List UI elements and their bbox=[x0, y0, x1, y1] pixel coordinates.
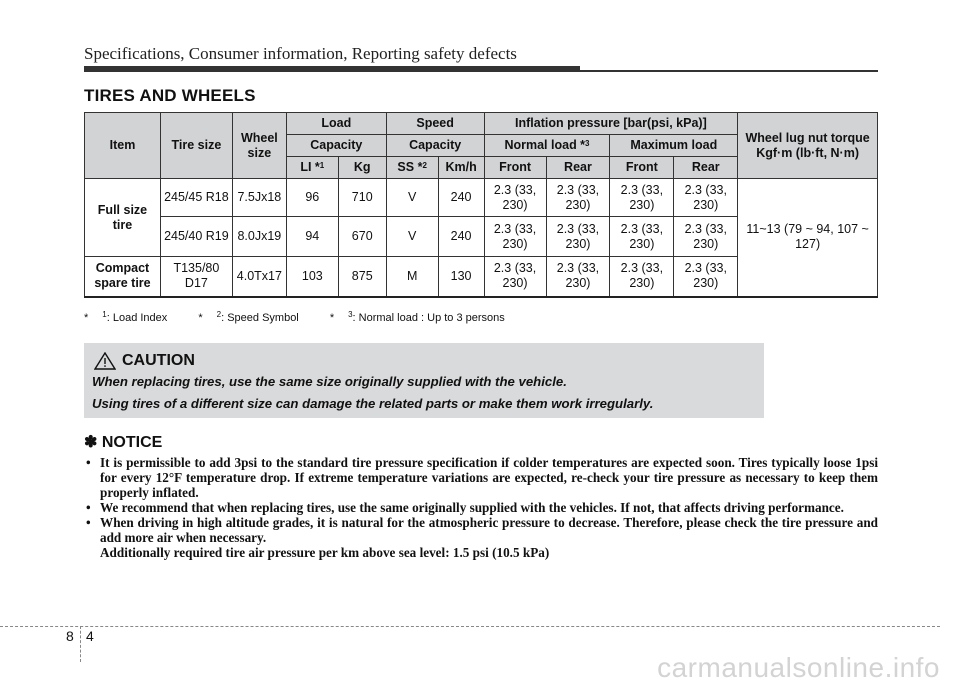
cell-tire-size: 245/40 R19 bbox=[160, 217, 232, 257]
header-kg: Kg bbox=[338, 157, 386, 179]
cell-normal-front: 2.3 (33, 230) bbox=[484, 217, 546, 257]
header-rule bbox=[84, 66, 580, 72]
cell-normal-rear: 2.3 (33, 230) bbox=[546, 257, 610, 297]
group-compact-spare-tire: Compact spare tire bbox=[85, 257, 161, 297]
header-li: LI *$^1$ bbox=[286, 157, 338, 179]
footnote-normal-load: * $^3$: Normal load : Up to 3 persons bbox=[329, 310, 505, 324]
cell-lug-torque: 11~13 (79 ~ 94, 107 ~ 127) bbox=[738, 179, 878, 297]
header-speed-capacity: Capacity bbox=[386, 135, 484, 157]
cell-ss: V bbox=[386, 217, 438, 257]
header-tire-size: Tire size bbox=[160, 113, 232, 179]
cell-kg: 710 bbox=[338, 179, 386, 217]
cell-normal-front: 2.3 (33, 230) bbox=[484, 257, 546, 297]
notice-body bbox=[84, 455, 878, 560]
tires-wheels-table bbox=[84, 112, 878, 298]
cell-max-rear: 2.3 (33, 230) bbox=[674, 217, 738, 257]
cell-tire-size: T135/80 D17 bbox=[160, 257, 232, 297]
cell-li: 96 bbox=[286, 179, 338, 217]
table-footnotes bbox=[84, 312, 533, 324]
notice-bullet-replacing-tires: • We recommend that when replacing tires, use the same originally supplied with the vehicles. If not, that affects driving performance. bbox=[84, 500, 878, 515]
page-number-divider bbox=[80, 626, 81, 662]
page-header-title: Specifications, Consumer information, Reporting safety defects bbox=[84, 44, 517, 63]
cell-wheel-size: 8.0Jx19 bbox=[232, 217, 286, 257]
cell-normal-rear: 2.3 (33, 230) bbox=[546, 179, 610, 217]
watermark: carmanualsonline.info bbox=[657, 652, 940, 683]
cell-max-rear: 2.3 (33, 230) bbox=[674, 179, 738, 217]
chapter-number: 8 bbox=[66, 628, 74, 644]
cell-normal-front: 2.3 (33, 230) bbox=[484, 179, 546, 217]
footnote-speed-symbol: * $^2$: Speed Symbol bbox=[198, 310, 299, 324]
notice-title: ✽ NOTICE bbox=[84, 434, 163, 451]
header-item: Item bbox=[85, 113, 161, 179]
header-load-capacity: Capacity bbox=[286, 135, 386, 157]
header-max-front: Front bbox=[610, 157, 674, 179]
cell-kmh: 130 bbox=[438, 257, 484, 297]
footnote-load-index: * $^1$: Load Index bbox=[84, 310, 168, 324]
header-wheel-size: Wheel size bbox=[232, 113, 286, 179]
caution-line-1: When replacing tires, use the same size originally supplied with the vehicle. bbox=[92, 374, 567, 389]
cell-max-front: 2.3 (33, 230) bbox=[610, 217, 674, 257]
footer-rule bbox=[0, 626, 940, 627]
header-max-rear: Rear bbox=[674, 157, 738, 179]
cell-kmh: 240 bbox=[438, 217, 484, 257]
cell-kg: 875 bbox=[338, 257, 386, 297]
cell-tire-size: 245/45 R18 bbox=[160, 179, 232, 217]
page-number: 4 bbox=[86, 628, 94, 644]
cell-li: 94 bbox=[286, 217, 338, 257]
header-normal-front: Front bbox=[484, 157, 546, 179]
caution-line-2: Using tires of a different size can damage the related parts or make them work irregularly. bbox=[92, 396, 654, 411]
cell-max-front: 2.3 (33, 230) bbox=[610, 257, 674, 297]
caution-title: CAUTION bbox=[122, 352, 195, 369]
cell-li: 103 bbox=[286, 257, 338, 297]
header-load: Load bbox=[286, 113, 386, 135]
header-speed: Speed bbox=[386, 113, 484, 135]
cell-ss: M bbox=[386, 257, 438, 297]
cell-wheel-size: 4.0Tx17 bbox=[232, 257, 286, 297]
notice-altitude-pressure: Additionally required tire air pressure per km above sea level: 1.5 psi (10.5 kPa) bbox=[100, 545, 550, 560]
cell-max-rear: 2.3 (33, 230) bbox=[674, 257, 738, 297]
header-wheel-lug-torque: Wheel lug nut torque Kgf·m (lb·ft, N·m) bbox=[738, 113, 878, 179]
caution-heading bbox=[92, 351, 756, 371]
header-normal-load: Normal load *$^3$ bbox=[484, 135, 610, 157]
caution-box bbox=[84, 343, 764, 418]
cell-normal-rear: 2.3 (33, 230) bbox=[546, 217, 610, 257]
notice-bullet-high-altitude: • When driving in high altitude grades, it is natural for the atmospheric pressure to decrease. Therefore, please check the tire pressure and add more air when necessary. bbox=[84, 515, 878, 545]
header-maximum-load: Maximum load bbox=[610, 135, 738, 157]
cell-ss: V bbox=[386, 179, 438, 217]
warning-triangle-icon bbox=[94, 352, 116, 370]
header-inflation-pressure: Inflation pressure [bar(psi, kPa)] bbox=[484, 113, 738, 135]
header-rule-thin bbox=[580, 70, 878, 72]
cell-kg: 670 bbox=[338, 217, 386, 257]
notice-bullet-cold-temperature: • It is permissible to add 3psi to the standard tire pressure specification if colder temperatures are expected soon. Tires typically loose 1psi for every 12°F temperature drop. If extreme temperature variations are expected, re-check your tire pressure as necessary to keep them properly inflated. bbox=[84, 455, 878, 500]
cell-wheel-size: 7.5Jx18 bbox=[232, 179, 286, 217]
header-kmh: Km/h bbox=[438, 157, 484, 179]
table-row bbox=[85, 179, 878, 217]
cell-max-front: 2.3 (33, 230) bbox=[610, 179, 674, 217]
header-ss: SS *$^2$ bbox=[386, 157, 438, 179]
cell-kmh: 240 bbox=[438, 179, 484, 217]
group-full-size-tire: Full size tire bbox=[85, 179, 161, 257]
header-normal-rear: Rear bbox=[546, 157, 610, 179]
section-title: TIRES AND WHEELS bbox=[84, 86, 256, 105]
